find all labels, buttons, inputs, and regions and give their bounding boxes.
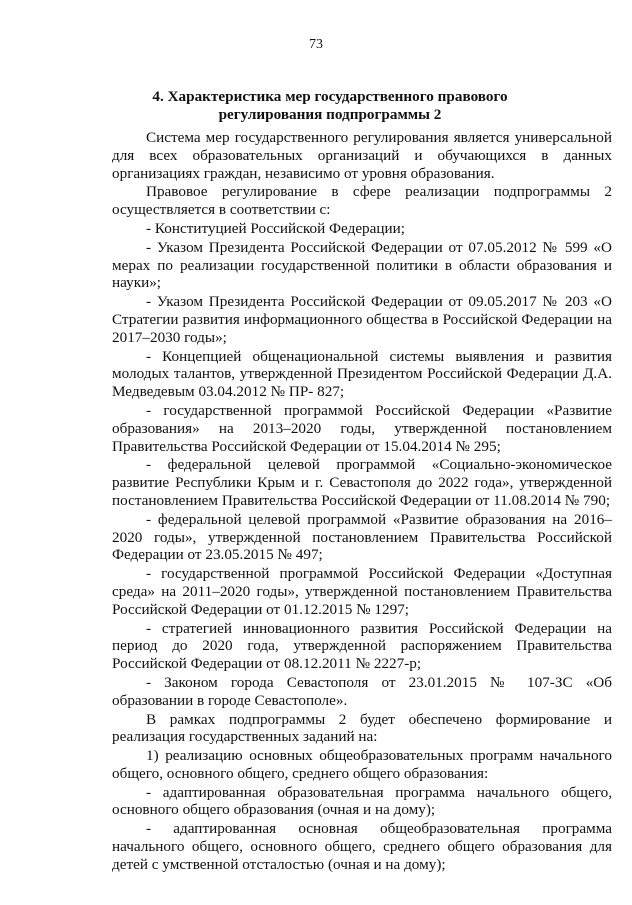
list-item: - Концепцией общенациональной системы выявления и развития молодых талантов, утвержденной Президентом Российской Федерации Д.А. Медведевым 03.04.2012 № ПР- 827; <box>112 347 612 401</box>
list-item: - государственной программой Российской Федерации «Доступная среда» на 2011–2020 годы», утвержденной постановлением Правительства Российской Федерации от 01.12.2015 № 1297; <box>112 565 612 618</box>
list-item: - Конституцией Российской Федерации; <box>146 219 405 237</box>
list-item: - адаптированная основная общеобразовательная программа начального общего, основного общего, среднего общего образования для детей с умственной отсталостью (очная и на дому); <box>112 820 612 873</box>
paragraph-legal-basis: Правовое регулирование в сфере реализации подпрограммы 2 осуществляется в соответствии с: <box>112 183 612 219</box>
list-item: 1) реализацию основных общеобразовательных программ начального общего, основного общего, среднего общего образования: <box>112 747 612 782</box>
list-item: - федеральной целевой программой «Развитие образования на 2016–2020 годы», утвержденной постановлением Правительства Российской Федерации от 23.05.2015 № 497; <box>112 510 612 564</box>
list-item: - Указом Президента Российской Федерации от 09.05.2017 № 203 «О Стратегии развития информационного общества в Российской Федерации на 2017–2030 годы»; <box>112 293 612 346</box>
section-heading: 4. Характеристика мер государственного правового регулирования подпрограммы 2 <box>152 88 508 123</box>
list-item: - Указом Президента Российской Федерации от 07.05.2012 № 599 «О мерах по реализации государственной политики в области образования и науки»; <box>112 238 612 292</box>
paragraph-state-tasks: В рамках подпрограммы 2 будет обеспечено формирование и реализация государственных заданий на: <box>112 710 612 746</box>
list-item: - адаптированная образовательная программа начального общего, основного общего образования (очная и на дому); <box>112 783 612 819</box>
document-body <box>112 129 612 875</box>
list-item: - федеральной целевой программой «Социально-экономическое развитие Республики Крым и г. Севастополя до 2022 года», утвержденной постановлением Правительства Российской Федерации от 11.08.2014 № 790; <box>112 456 612 509</box>
list-item: - Законом города Севастополя от 23.01.2015 № 107-ЗС «Об образовании в городе Севастополе». <box>112 673 612 709</box>
page-number: 73 <box>309 37 323 52</box>
list-item: - государственной программой Российской Федерации «Развитие образования» на 2013–2020 годы, утвержденной постановлением Правительства Российской Федерации от 15.04.2014 № 295; <box>112 401 612 455</box>
list-item: - стратегией инновационного развития Российской Федерации на период до 2020 года, утвержденной распоряжением Правительства Российской Федерации от 08.12.2011 № 2227-р; <box>112 619 612 673</box>
paragraph-intro: Система мер государственного регулирования является универсальной для всех образовательных организаций и обучающихся в данных организациях граждан, независимо от уровня образования. <box>112 129 612 182</box>
